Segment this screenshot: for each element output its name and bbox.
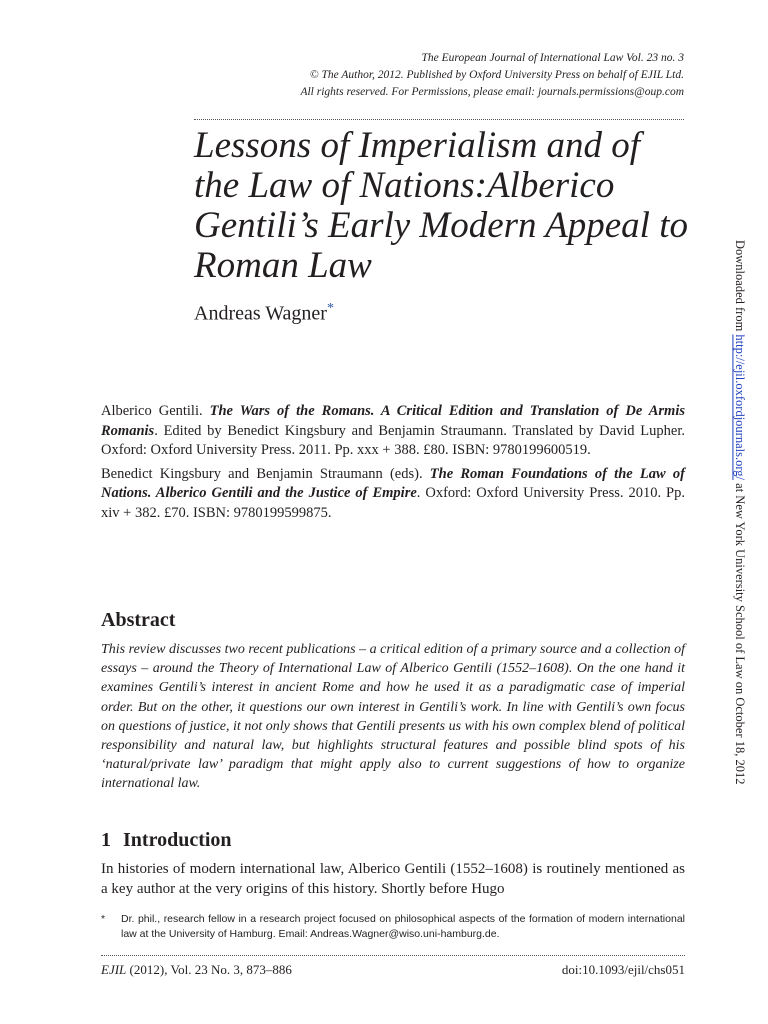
author-name: Andreas Wagner bbox=[194, 302, 327, 325]
article-author bbox=[194, 301, 334, 326]
reviewed-works bbox=[101, 402, 685, 527]
footer-citation-text: (2012), Vol. 23 No. 3, 873–886 bbox=[126, 962, 292, 977]
footer-journal-abbrev: EJIL bbox=[101, 962, 127, 977]
footnote bbox=[101, 912, 685, 942]
footer-citation bbox=[101, 962, 292, 978]
reviewed-work-prefix: Alberico Gentili. bbox=[101, 403, 210, 419]
footnote-text: Dr. phil., research fellow in a research project focused on philosophical aspects of the formation of modern international law at the University of Hamburg. Email: Andreas.Wagner@wiso.uni-hamburg.de. bbox=[121, 913, 685, 940]
footnote-mark: * bbox=[101, 913, 106, 925]
journal-header-line3: All rights reserved. For Permissions, please email: journals.permissions@oup.com bbox=[300, 86, 684, 98]
download-watermark bbox=[732, 240, 747, 785]
reviewed-work-details: . Edited by Benedict Kingsbury and Benjamin Straumann. Translated by David Lupher. Oxford: Oxford University Press. 2011. Pp. xxx + 388. £80. ISBN: 9780199600519. bbox=[101, 422, 685, 458]
section-number: 1 bbox=[101, 829, 111, 851]
header-divider bbox=[194, 119, 684, 120]
abstract-heading: Abstract bbox=[101, 609, 176, 631]
reviewed-work-details: . Oxford: Oxford University Press. 2010. Pp. xiv + 382. £70. ISBN: 9780199599875. bbox=[101, 485, 686, 521]
section-heading bbox=[101, 829, 232, 852]
download-prefix: Downloaded from bbox=[733, 240, 747, 335]
author-footnote-mark[interactable]: * bbox=[326, 301, 334, 316]
reviewed-work-prefix: Benedict Kingsbury and Benjamin Straumann (eds). bbox=[101, 465, 430, 482]
section-body: In histories of modern international law, Alberico Gentili (1552–1608) is routinely mentioned as a key author at the very origins of this history. Shortly before Hugo bbox=[101, 861, 685, 897]
footer-doi: doi:10.1093/ejil/chs051 bbox=[561, 962, 685, 977]
article-title: Lessons of Imperialism and of the Law of Nations:Alberico Gentili’s Early Modern Appeal to Roman Law bbox=[194, 125, 688, 286]
journal-header bbox=[124, 50, 684, 101]
download-suffix: at New York University School of Law on October 18, 2012 bbox=[733, 480, 747, 785]
journal-header-line2: © The Author, 2012. Published by Oxford University Press on behalf of EJIL Ltd. bbox=[309, 69, 684, 81]
reviewed-work-title: The Wars of the Romans. A Critical Edition and Translation of De Armis Romanis bbox=[101, 403, 685, 439]
footer-divider bbox=[101, 955, 685, 956]
journal-header-line1: The European Journal of International Law Vol. 23 no. 3 bbox=[421, 52, 684, 64]
reviewed-work-title: The Roman Foundations of the Law of Nations. Alberico Gentili and the Justice of Empire bbox=[101, 465, 685, 501]
abstract-text: This review discusses two recent publications – a critical edition of a primary source and a collection of essays – around the Theory of International Law of Alberico Gentili (1552–1608). On the one hand it examines Gentili’s interest in ancient Rome and how he used it as a paradigmatic case of imperial order. But on the other, it questions our own interest in Gentili’s work. In line with Gentili’s own focus on questions of justice, it not only shows that Gentili presents us with his own complex blend of political responsibility and natural law, but highlights structural features and possible blind spots of his ‘natural/private law’ paradigm that might apply also to current suggestions of how to organize international law. bbox=[101, 642, 685, 792]
reviewed-work bbox=[101, 465, 685, 524]
section-title: Introduction bbox=[123, 829, 232, 851]
reviewed-work bbox=[101, 402, 685, 461]
download-link[interactable]: http://ejil.oxfordjournals.org/ bbox=[733, 334, 747, 481]
